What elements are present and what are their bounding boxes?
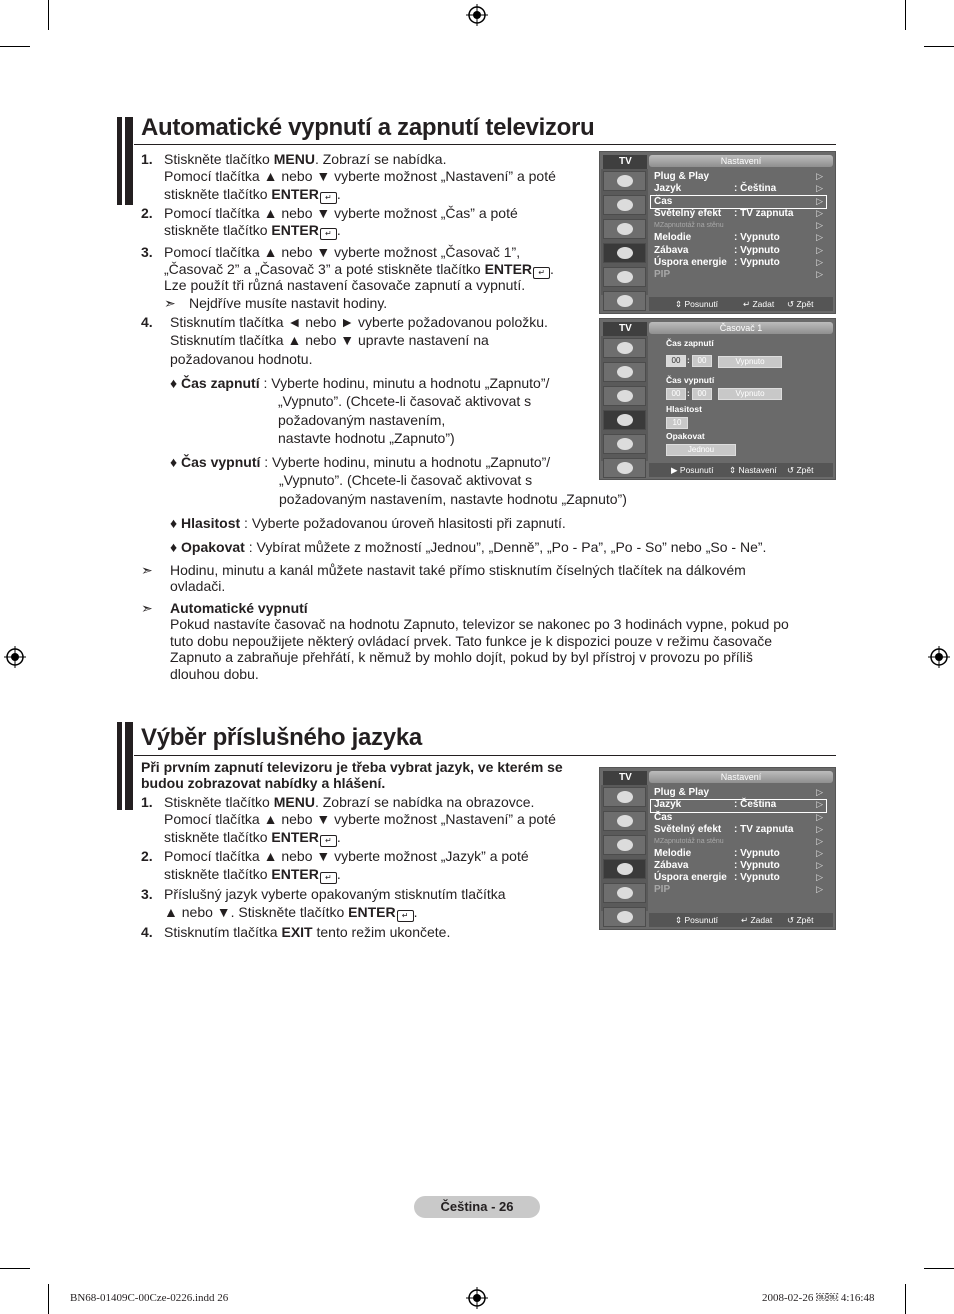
enter-icon: ↵ [320, 872, 337, 884]
registration-mark-icon [928, 646, 950, 668]
menu-item[interactable]: Čas [654, 812, 673, 823]
bullet-repeat: ♦ Opakovat : Vybírat můžete z možností „Jednou”, „Denně”, „Po - Pa”, „Po - So” nebo „So - Ne”. [170, 539, 767, 555]
menu-header: Nastavení [649, 155, 833, 167]
menu-header: Časovač 1 [649, 322, 833, 334]
on-minute-field[interactable]: 00 [692, 355, 712, 367]
off-hour-field[interactable]: 00 [666, 388, 686, 400]
repeat-label: Opakovat [666, 431, 705, 441]
on-time-label: Čas zapnutí [666, 338, 714, 348]
step-text: Stisknutím tlačítka EXIT tento režim ukončete. [164, 924, 451, 940]
menu-footer [649, 297, 833, 311]
step-number: 1. [141, 151, 153, 167]
sound-icon [603, 362, 646, 382]
application-icon [603, 458, 646, 478]
crop-mark [924, 46, 954, 47]
enter-icon: ↵ [397, 910, 414, 922]
menu-item[interactable]: Melodie : Vypnuto [654, 848, 780, 859]
arrow-right-icon: ▷ [816, 208, 823, 218]
bullet-text: požadovaným nastavením, [278, 412, 446, 428]
title-rule [134, 755, 836, 756]
setup-icon [603, 859, 646, 879]
note-arrow-icon: ➣ [141, 562, 153, 578]
note-text: dlouhou dobu. [170, 666, 259, 682]
setup-icon [603, 410, 646, 430]
menu-item[interactable]: Plug & Play [654, 171, 710, 182]
registration-mark-icon [466, 4, 488, 26]
arrow-right-icon: ▷ [816, 787, 823, 797]
step-number: 4. [141, 924, 153, 940]
section-title: Automatické vypnutí a zapnutí televizoru [141, 114, 595, 141]
step-text: stiskněte tlačítko ENTER ↵ . [164, 866, 341, 882]
tv-label: TV [603, 155, 647, 169]
menu-footer [649, 913, 833, 927]
intro-text: budou zobrazovat nabídky a hlášení. [141, 775, 386, 791]
sound-icon [603, 195, 646, 215]
setup-icon [603, 243, 646, 263]
tv-menu-timer: TV Časovač 1 Čas zapnutí 00 : 00 Vypnuto Čas vypnutí 00 : 00 Vypnuto Hlasitost 10 Opakovat Jednou ▶ Posunutí ⇕ Nastavení ↺ Zpět [599, 318, 836, 480]
menu-header: Nastavení [649, 771, 833, 783]
menu-item[interactable]: MZapnutotáž na stěnu [654, 838, 724, 845]
step-text: stiskněte tlačítko ENTER ↵ . [164, 186, 341, 202]
registration-mark-icon [4, 646, 26, 668]
crop-mark [48, 1284, 49, 1314]
enter-icon: ↵ [320, 192, 337, 204]
menu-item[interactable]: Světelný efekt : TV zapnuta [654, 824, 794, 835]
menu-item[interactable]: Úspora energie : Vypnuto [654, 257, 780, 268]
step-text: Příslušný jazyk vyberte opakovaným stisknutím tlačítka [164, 886, 506, 902]
arrow-right-icon: ▷ [816, 884, 823, 894]
step-number: 3. [141, 886, 153, 902]
volume-label: Hlasitost [666, 404, 702, 414]
footer-enter: ↵ Zadat [743, 299, 775, 309]
arrow-right-icon: ▷ [816, 183, 823, 193]
step-text: Stiskněte tlačítko MENU. Zobrazí se nabídka. [164, 151, 447, 167]
application-icon [603, 291, 646, 311]
arrow-right-icon: ▷ [816, 171, 823, 181]
arrow-right-icon: ▷ [816, 269, 823, 279]
slug-date: 2008-02-26 ￼￼ 4:16:48 [762, 1292, 875, 1304]
footer-move: ▶ Posunutí [671, 465, 714, 475]
bullet-off-time: ♦ Čas vypnutí : Vyberte hodinu, minutu a hodnotu „Zapnuto”/ [170, 454, 551, 470]
note-text: Zapnuto a zabraňuje přehřátí, k němuž by mohlo dojít, pokud by byl přístroj v provozu po příliš [170, 649, 753, 665]
crop-mark [905, 1284, 906, 1314]
step-text: stiskněte tlačítko ENTER ↵ . [164, 829, 341, 845]
arrow-right-icon: ▷ [816, 245, 823, 255]
page-number-badge: Čeština - 26 [414, 1196, 540, 1218]
step-text: požadovanou hodnotu. [170, 351, 313, 367]
off-minute-field[interactable]: 00 [692, 388, 712, 400]
footer-back: ↺ Zpět [787, 915, 814, 925]
step-number: 3. [141, 244, 153, 260]
step-text: Pomocí tlačítka ▲ nebo ▼ vyberte možnost „Nastavení” a poté [164, 168, 556, 184]
arrow-right-icon: ▷ [816, 836, 823, 846]
crop-mark [0, 46, 30, 47]
step-text: Pomocí tlačítka ▲ nebo ▼ vyberte možnost „Nastavení” a poté [164, 811, 556, 827]
section-bar [117, 117, 122, 205]
selection-highlight [650, 195, 827, 209]
menu-item[interactable]: MZapnutotáž na stěnu [654, 222, 724, 229]
step-text: Pomocí tlačítka ▲ nebo ▼ vyberte možnost „Jazyk” a poté [164, 848, 529, 864]
on-hour-field[interactable]: 00 [666, 355, 686, 367]
step-number: 2. [141, 848, 153, 864]
bullet-on-time: ♦ Čas zapnutí : Vyberte hodinu, minutu a hodnotu „Zapnuto”/ [170, 375, 550, 391]
step-text: stiskněte tlačítko ENTER ↵ . [164, 222, 341, 238]
tv-menu-language [599, 767, 836, 930]
bullet-text: požadovaným nastavením, nastavte hodnotu „Zapnuto”) [279, 491, 627, 507]
sound-icon [603, 811, 646, 831]
crop-mark [0, 1268, 30, 1269]
note-text: Hodinu, minutu a kanál můžete nastavit také přímo stisknutím číselných tlačítek na dálkovém [170, 562, 746, 578]
channel-icon [603, 835, 646, 855]
arrow-right-icon: ▷ [816, 799, 823, 809]
menu-item[interactable]: Světelný efekt : TV zapnuta [654, 208, 794, 219]
crop-mark [48, 0, 49, 30]
intro-text: Při prvním zapnutí televizoru je třeba vybrat jazyk, ve kterém se [141, 759, 563, 775]
menu-item-selected[interactable]: Jazyk : Čeština [654, 799, 777, 810]
step-text: Stisknutím tlačítka ▲ nebo ▼ upravte nastavení na [170, 332, 489, 348]
menu-sidebar [601, 785, 648, 911]
enter-icon: ↵ [320, 835, 337, 847]
bullet-volume: ♦ Hlasitost : Vyberte požadovanou úroveň hlasitosti při zapnutí. [170, 515, 566, 531]
note-arrow-icon: ➣ [164, 295, 176, 311]
arrow-right-icon: ▷ [816, 812, 823, 822]
crop-mark [905, 0, 906, 30]
input-icon [603, 267, 646, 287]
tv-menu-setup [599, 151, 836, 314]
picture-icon [603, 787, 646, 807]
menu-item[interactable]: PIP [654, 884, 671, 895]
arrow-right-icon: ▷ [816, 220, 823, 230]
off-state-field[interactable]: Vypnuto [718, 388, 782, 400]
step-text: „Časovač 2” a „Časovač 3” a poté stiskněte tlačítko ENTER ↵ . [164, 261, 554, 277]
enter-icon: ↵ [320, 228, 337, 240]
volume-field[interactable]: 10 [666, 417, 688, 429]
menu-item[interactable]: Melodie : Vypnuto [654, 232, 780, 243]
step-text: Stiskněte tlačítko MENU. Zobrazí se nabídka na obrazovce. [164, 794, 535, 810]
note-text: tuto dobu nepoužijete některý ovládací prvek. Tato funkce je k dispozici pouze v režimu časovače [170, 633, 773, 649]
step-number: 2. [141, 205, 153, 221]
registration-mark-icon [466, 1287, 488, 1309]
arrow-right-icon: ▷ [816, 196, 823, 206]
arrow-right-icon: ▷ [816, 232, 823, 242]
menu-sidebar [601, 169, 648, 295]
section-bar [125, 117, 133, 205]
section-bar [117, 722, 122, 810]
menu-item[interactable]: Zábava : Vypnuto [654, 860, 780, 871]
title-rule [134, 144, 836, 145]
menu-item[interactable]: Zábava : Vypnuto [654, 245, 780, 256]
off-time-label: Čas vypnutí [666, 375, 715, 385]
arrow-right-icon: ▷ [816, 872, 823, 882]
footer-enter: ↵ Zadat [741, 915, 773, 925]
repeat-field[interactable]: Jednou [666, 444, 736, 456]
section-title: Výběr příslušného jazyka [141, 724, 422, 751]
step-number: 4. [141, 314, 153, 330]
input-icon [603, 883, 646, 903]
footer-back: ↺ Zpět [787, 299, 814, 309]
enter-icon: ↵ [533, 267, 550, 279]
arrow-right-icon: ▷ [816, 824, 823, 834]
section-bar [125, 722, 133, 810]
arrow-right-icon: ▷ [816, 848, 823, 858]
bullet-text: nastavte hodnotu „Zapnuto”) [278, 430, 455, 446]
menu-item[interactable]: PIP [654, 269, 671, 280]
picture-icon [603, 171, 646, 191]
step-text: Pomocí tlačítka ▲ nebo ▼ vyberte možnost „Čas” a poté [164, 205, 518, 221]
note-text: Pokud nastavíte časovač na hodnotu Zapnuto, televizor se nakonec po 3 hodinách vypne, pokud po [170, 616, 789, 632]
channel-icon [603, 386, 646, 406]
note-title: Automatické vypnutí [170, 600, 308, 616]
footer-move: ⇕ Posunutí [675, 915, 719, 925]
menu-footer [649, 463, 833, 477]
note-arrow-icon: ➣ [141, 600, 153, 616]
step-number: 1. [141, 794, 153, 810]
step-text: ▲ nebo ▼. Stiskněte tlačítko ENTER ↵ . [164, 904, 418, 920]
slug-file: BN68-01409C-00Cze-0226.indd 26 [70, 1292, 229, 1304]
bullet-text: „Vypnuto”. (Chcete-li časovač aktivovat s [278, 393, 532, 409]
on-state-field[interactable]: Vypnuto [718, 356, 782, 368]
note-text: ovladači. [170, 578, 226, 594]
step-text: Stisknutím tlačítka ◄ nebo ► vyberte požadovanou položku. [170, 314, 548, 330]
crop-mark [924, 1268, 954, 1269]
arrow-right-icon: ▷ [816, 860, 823, 870]
menu-item[interactable]: Jazyk : Čeština [654, 183, 777, 194]
channel-icon [603, 219, 646, 239]
application-icon [603, 907, 646, 927]
footer-move: ⇕ Posunutí [675, 299, 719, 309]
footer-back: ↺ Zpět [787, 465, 814, 475]
step-text: Pomocí tlačítka ▲ nebo ▼ vyberte možnost „Časovač 1”, [164, 244, 521, 260]
menu-item[interactable]: Plug & Play [654, 787, 710, 798]
bullet-text: „Vypnuto”. (Chcete-li časovač aktivovat s [279, 472, 533, 488]
step-text: Lze použít tři různá nastavení časovače zapnutí a vypnutí. [164, 277, 526, 293]
menu-item[interactable]: Úspora energie : Vypnuto [654, 872, 780, 883]
input-icon [603, 434, 646, 454]
tv-label: TV [603, 771, 647, 785]
menu-sidebar [601, 336, 648, 461]
note-text: Nejdříve musíte nastavit hodiny. [189, 295, 388, 311]
menu-item-selected[interactable]: Čas [654, 196, 673, 207]
footer-adjust: ⇕ Nastavení [729, 465, 777, 475]
arrow-right-icon: ▷ [816, 257, 823, 267]
tv-label: TV [603, 322, 647, 336]
picture-icon [603, 338, 646, 358]
